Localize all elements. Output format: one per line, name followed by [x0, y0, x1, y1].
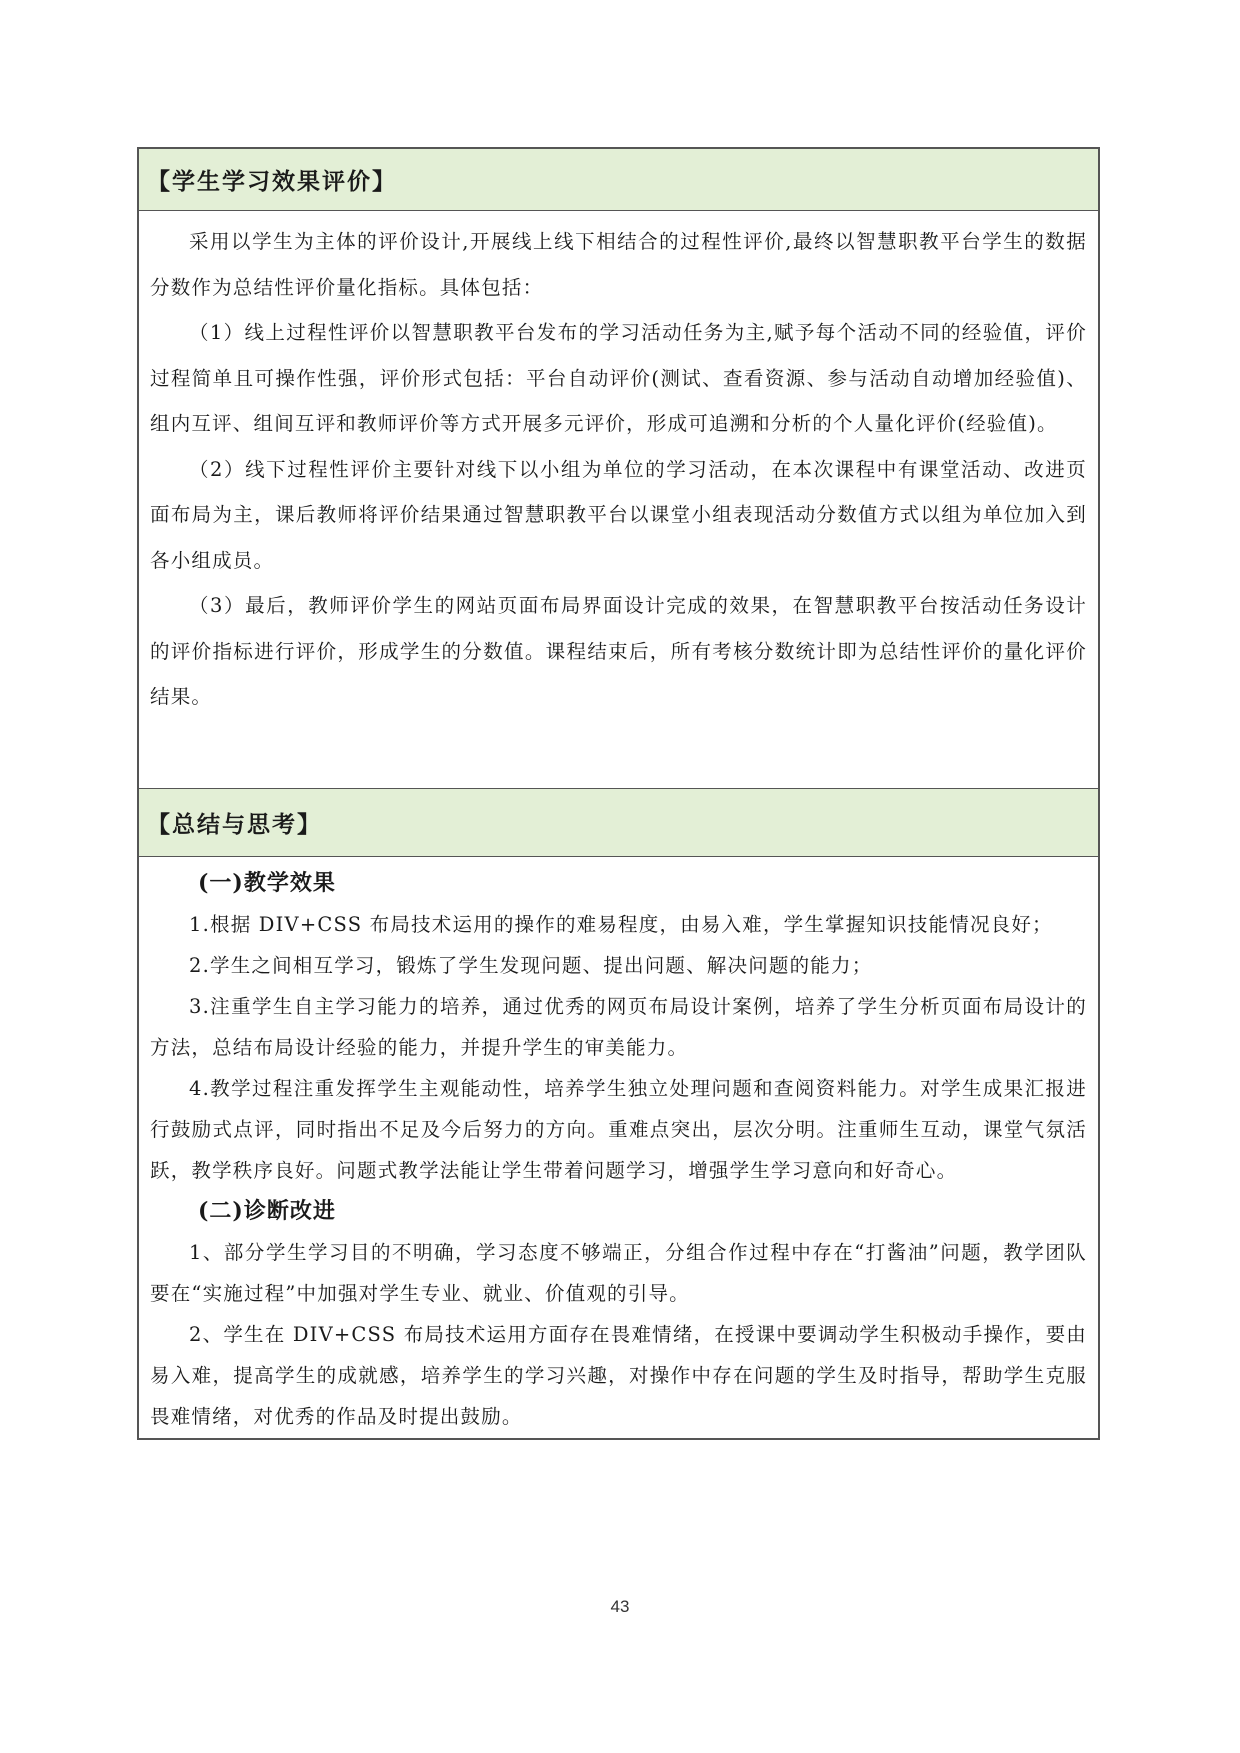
summary-item: 2.学生之间相互学习，锻炼了学生发现问题、提出问题、解决问题的能力； — [189, 954, 873, 977]
evaluation-paragraph: （1）线上过程性评价以智慧职教平台发布的学习活动任务为主,赋予每个活动不同的经验值，评价过程简单且可操作性强，评价形式包括：平台自动评价(测试、查看资源、参与活动自动增加经验值)、组内互评、组间互评和教师评价等方式开展多元评价，形成可追溯和分析的个人量化评价(经验值)。 — [150, 321, 1087, 435]
summary-item: 3.注重学生自主学习能力的培养，通过优秀的网页布局设计案例，培养了学生分析页面布局设计的方法，总结布局设计经验的能力，并提升学生的审美能力。 — [150, 995, 1087, 1059]
section-header-summary: 【总结与思考】 — [139, 789, 1098, 857]
evaluation-paragraph: （2）线下过程性评价主要针对线下以小组为单位的学习活动，在本次课程中有课堂活动、改进页面布局为主，课后教师将评价结果通过智慧职教平台以课堂小组表现活动分数值方式以组为单位加入到各小组成员。 — [150, 457, 1087, 572]
section-body-evaluation — [139, 211, 1098, 789]
subhead-teaching-effect: (一)教学效果 — [198, 870, 336, 896]
page-number: 43 — [610, 1597, 630, 1616]
subhead-diagnosis: (二)诊断改进 — [198, 1198, 336, 1224]
section-header-evaluation: 【学生学习效果评价】 — [139, 149, 1098, 211]
summary-item: 4.教学过程注重发挥学生主观能动性，培养学生独立处理问题和查阅资料能力。对学生成果汇报进行鼓励式点评，同时指出不足及今后努力的方向。重难点突出，层次分明。注重师生互动，课堂气氛活跃，教学秩序良好。问题式教学法能让学生带着问题学习，增强学生学习意向和好奇心。 — [150, 1077, 1087, 1182]
evaluation-paragraph: 采用以学生为主体的评价设计,开展线上线下相结合的过程性评价,最终以智慧职教平台学生的数据分数作为总结性评价量化指标。具体包括： — [150, 230, 1087, 299]
evaluation-paragraph: （3）最后，教师评价学生的网站页面布局界面设计完成的效果，在智慧职教平台按活动任务设计的评价指标进行评价，形成学生的分数值。课程结束后，所有考核分数统计即为总结性评价的量化评价结果。 — [150, 594, 1087, 708]
summary-item: 1.根据 DIV+CSS 布局技术运用的操作的难易程度，由易入难，学生掌握知识技能情况良好； — [189, 913, 1053, 936]
diagnosis-item: 1、部分学生学习目的不明确，学习态度不够端正，分组合作过程中存在“打酱油”问题，教学团队要在“实施过程”中加强对学生专业、就业、价值观的引导。 — [150, 1241, 1087, 1305]
diagnosis-item: 2、学生在 DIV+CSS 布局技术运用方面存在畏难情绪，在授课中要调动学生积极动手操作，要由易入难，提高学生的成就感，培养学生的学习兴趣，对操作中存在问题的学生及时指导，帮助学生克服畏难情绪，对优秀的作品及时提出鼓励。 — [150, 1323, 1087, 1428]
section-body-summary — [139, 857, 1098, 1438]
evaluation-table — [137, 147, 1100, 1440]
